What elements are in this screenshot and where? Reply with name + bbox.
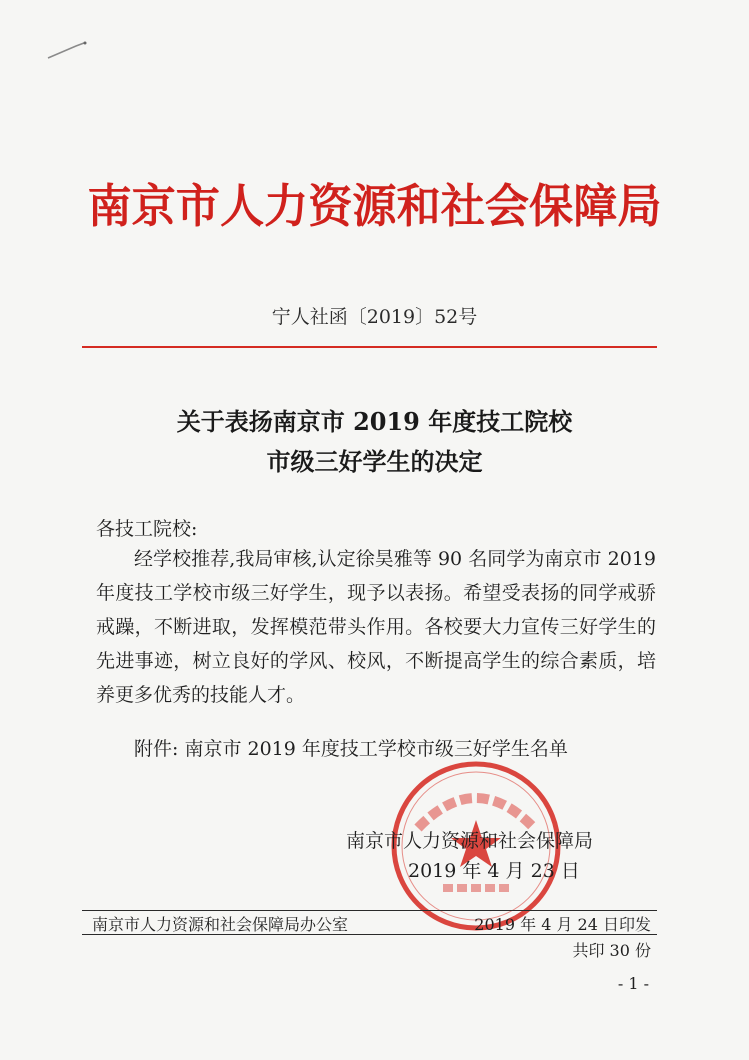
footer-copies: 共印 30 份 xyxy=(572,941,651,960)
salutation: 各技工院校: xyxy=(96,518,198,540)
header-red-rule xyxy=(82,346,657,348)
issuer-name: 南京市人力资源和社会保障局 xyxy=(346,830,594,852)
document-title-line-2: 市级三好学生的决定 xyxy=(266,447,483,476)
staple-mark xyxy=(46,40,88,62)
footer-top-rule xyxy=(82,910,657,911)
document-title-line-1: 关于表扬南京市 2019 年度技工院校 xyxy=(176,407,573,436)
body-text xyxy=(96,542,656,712)
issue-date: 2019 年 4 月 23 日 xyxy=(408,860,580,882)
document-number: 宁人社函〔2019〕52号 xyxy=(271,306,478,328)
document-title xyxy=(0,402,749,482)
footer-office: 南京市人力资源和社会保障局办公室 xyxy=(92,915,349,934)
attachment-line: 附件: 南京市 2019 年度技工学校市级三好学生名单 xyxy=(134,738,568,760)
page-number: - 1 - xyxy=(617,974,649,993)
footer-middle-rule xyxy=(82,934,657,935)
body-paragraph: 经学校推荐,我局审核,认定徐昊雅等 90 名同学为南京市 2019 年度技工学校市级三好学生，现予以表扬。希望受表扬的同学戒骄戒躁，不断进取，发挥模范带头作用。各校要大力宣传三好学生的先进事迹，树立良好的学风、校风，不断提高学生的综合素质，培养更多优秀的技能人才。 xyxy=(96,548,656,706)
agency-header-title: 南京市人力资源和社会保障局 xyxy=(87,179,662,233)
footer-print-date: 2019 年 4 月 24 日印发 xyxy=(474,915,651,934)
